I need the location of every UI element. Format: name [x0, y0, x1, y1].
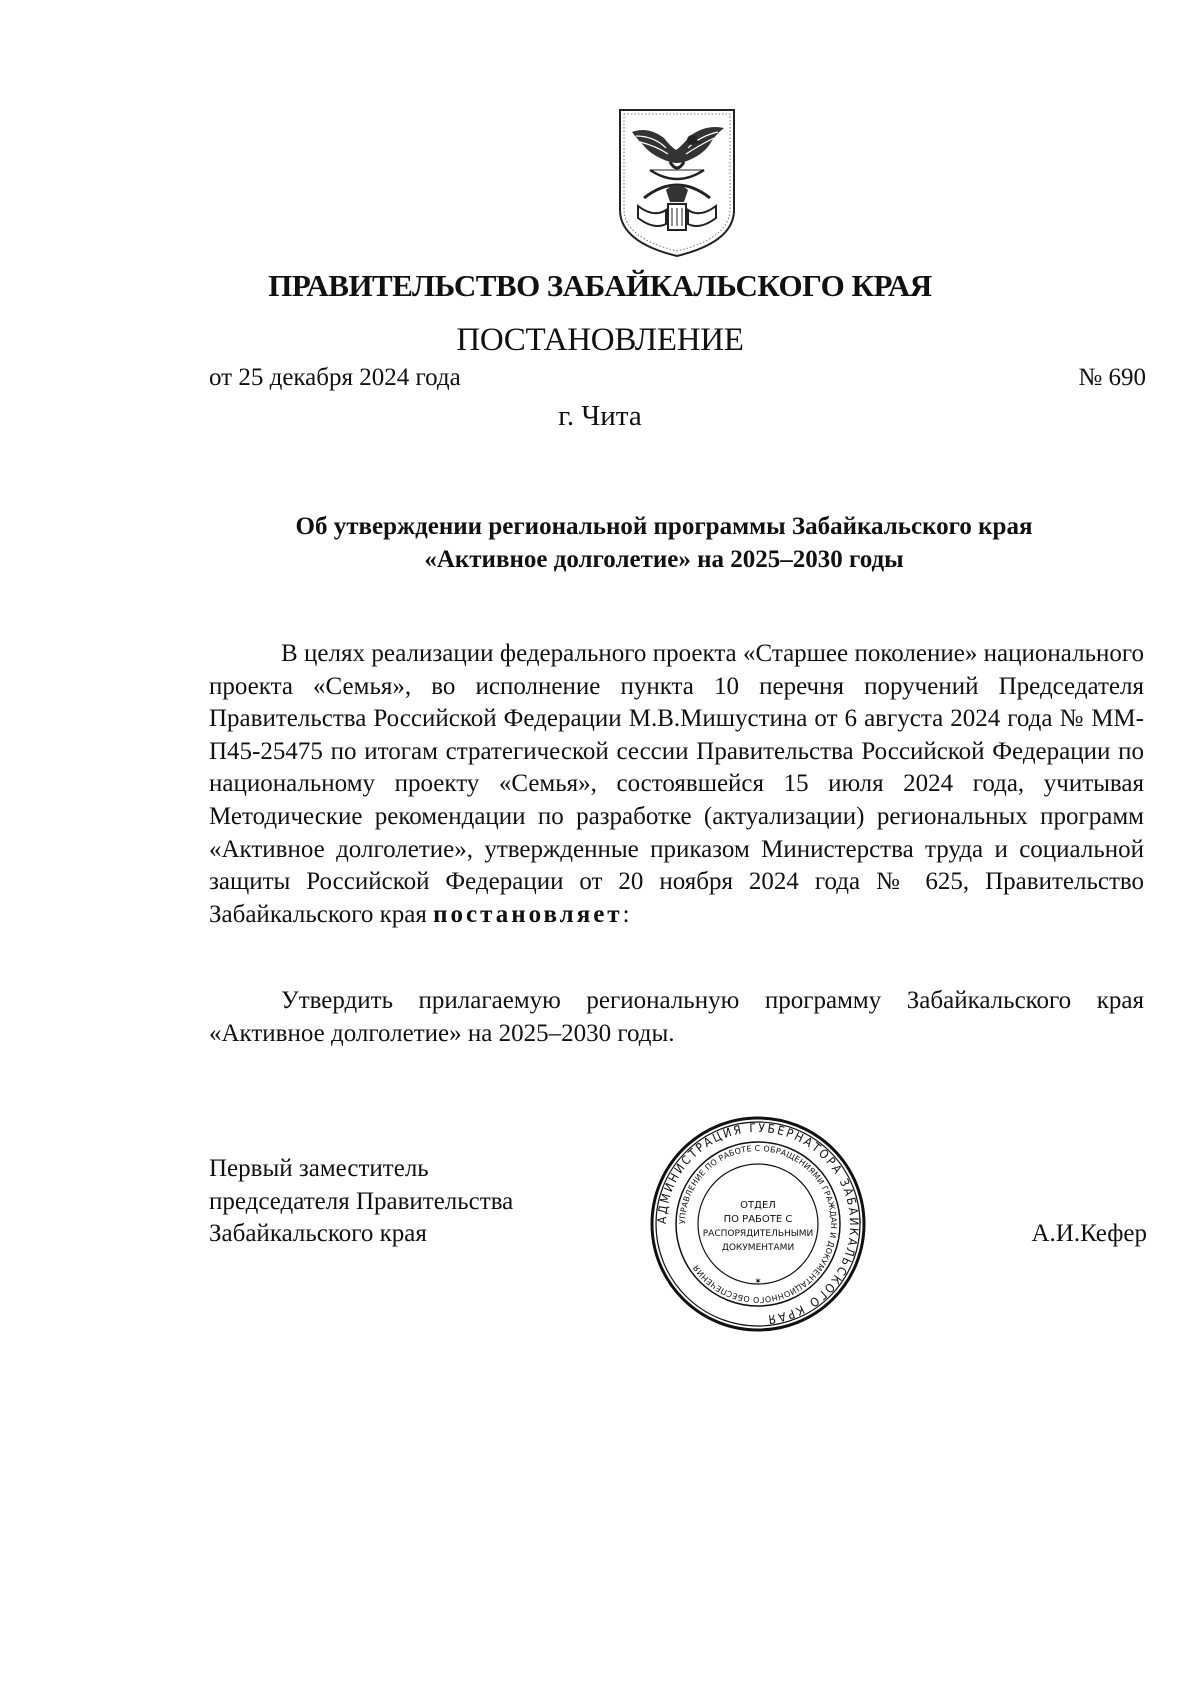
signer-position: [209, 1153, 513, 1251]
document-subject: [180, 510, 1148, 576]
signer-position-line-3: Забайкальского края: [209, 1220, 427, 1247]
subject-line-2: «Активное долголетие» на 2025–2030 годы: [424, 546, 904, 573]
svg-text:АДМИНИСТРАЦИЯ ГУБЕРНАТОРА ЗАБА: АДМИНИСТРАЦИЯ ГУБЕРНАТОРА ЗАБАЙКАЛЬСКОГО КРАЯ: [654, 1120, 862, 1327]
document-number: № 690: [1078, 364, 1146, 391]
subject-line-1: Об утверждении региональной программы Забайкальского края: [295, 513, 1033, 540]
svg-text:✶: ✶: [754, 1277, 762, 1287]
document-city: г. Чита: [558, 400, 642, 432]
official-seal-icon: [648, 1114, 868, 1334]
body-paragraph-2: [209, 985, 1144, 1050]
svg-text:ПО РАБОТЕ С: ПО РАБОТЕ С: [723, 1214, 793, 1225]
svg-text:ОТДЕЛ: ОТДЕЛ: [740, 1200, 776, 1211]
svg-text:УПРАВЛЕНИЕ ПО РАБОТЕ С ОБРАЩЕН: УПРАВЛЕНИЕ ПО РАБОТЕ С ОБРАЩЕНИЯМИ ГРАЖДАН И ДОКУМЕНТАЦИОННОГО ОБЕСПЕЧЕНИЯ: [677, 1143, 839, 1305]
paragraph-2-text: Утвердить прилагаемую региональную программу Забайкальского края «Активное долголетие» на 2025–2030 годы.: [209, 987, 1144, 1047]
signer-name: А.И.Кефер: [1031, 1220, 1147, 1247]
resolves-word: постановляет: [433, 900, 623, 928]
resolves-colon: :: [622, 900, 630, 928]
coat-of-arms-icon: [614, 106, 740, 260]
svg-text:РАСПОРЯДИТЕЛЬНЫМИ: РАСПОРЯДИТЕЛЬНЫМИ: [702, 1229, 814, 1239]
signer-position-line-2: председателя Правительства: [209, 1187, 514, 1215]
document-type: ПОСТАНОВЛЕНИЕ: [456, 322, 744, 358]
body-paragraph-1: [209, 638, 1144, 931]
document-date: от 25 декабря 2024 года: [209, 364, 461, 391]
government-title: ПРАВИТЕЛЬСТВО ЗАБАЙКАЛЬСКОГО КРАЯ: [268, 268, 932, 303]
paragraph-1-text: В целях реализации федерального проекта «Старшее поколение» национального проекта «Семья», во исполнение пункта 10 перечня поручений Председателя Правительства Российской Федерации М.В.Мишустина от 6 августа 2024 года № ММ-П45-25475 по итогам стратегической сессии Правительства Российской Федерации по национальному проекту «Семья», состоявшейся 15 июля 2024 года, учитывая Методические рекомендации по разработке (актуализации) региональных программ «Активное долголетие», утвержденные приказом Министерства труда и социальной защиты Российской Федерации от 20 ноября 2024 года № 625, Правительство Забайкальского края: [209, 640, 1144, 928]
svg-text:ДОКУМЕНТАМИ: ДОКУМЕНТАМИ: [721, 1243, 795, 1253]
signer-position-line-1: Первый заместитель: [209, 1155, 429, 1182]
